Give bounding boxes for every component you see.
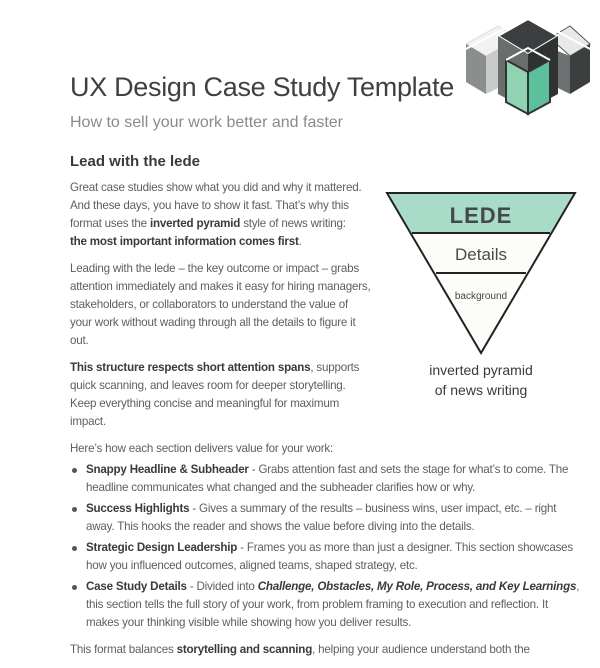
bold-text: This structure respects short attention spans	[70, 361, 311, 374]
text: This format balances	[70, 643, 177, 656]
pyramid-lede-label: LEDE	[449, 203, 513, 228]
text: style of news writing:	[240, 217, 346, 230]
text: , supports quick scanning, and leaves room for deeper storytelling. Keep everything concise and meaningful for maximum impact.	[70, 361, 360, 428]
list-item	[70, 578, 582, 632]
list-item	[70, 500, 582, 536]
pyramid-caption-line1: inverted pyramid	[429, 362, 533, 378]
bullet-title: Strategic Design Leadership	[86, 541, 238, 554]
text: , helping your audience understand both the	[312, 643, 530, 656]
bullet-title: Snappy Headline & Subheader	[86, 463, 249, 476]
isometric-cubes-logo-icon	[458, 14, 598, 126]
page-subtitle: How to sell your work better and faster	[70, 114, 344, 131]
pyramid-background-label: background	[454, 291, 508, 302]
bullet-text: - Grabs attention fast and sets the stage for what’s to come. The headline communicates what changed and the subheader clarifies how or why.	[86, 463, 569, 494]
sections-intro: Here’s how each section delivers value for your work:	[70, 442, 334, 455]
main-content	[70, 153, 582, 668]
list-item	[70, 539, 582, 575]
pyramid-background-band	[436, 273, 526, 353]
bold-text: storytelling and scanning	[176, 643, 313, 656]
text: .	[298, 235, 302, 248]
text: Great case studies show what you did and why it mattered. And these days, you have to show it fast. That’s why this format uses the	[70, 181, 362, 230]
bullet-text: - Divided into	[186, 580, 258, 593]
bold-text: inverted pyramid	[149, 217, 241, 230]
bullet-italic: Challenge, Obstacles, My Role, Process, and Key Learnings	[257, 580, 577, 593]
closing-paragraph	[70, 641, 582, 659]
page-title: UX Design Case Study Template	[70, 72, 455, 102]
section-list	[70, 461, 582, 632]
bold-text: the most important information comes first	[70, 235, 299, 248]
lede-paragraph: Leading with the lede – the key outcome or impact – grabs attention immediately and makes it easy for hiring managers, stakeholders, or collaborators to understand the value of your work without wading through all the details to figure it out.	[70, 262, 371, 347]
bullet-text: - Gives a summary of the results – business wins, user impact, etc. – right away. This hooks the reader and shows the value before diving into the details.	[86, 502, 557, 533]
section-heading: Lead with the lede	[70, 153, 201, 170]
pyramid-details-label: Details	[455, 245, 507, 264]
bullet-text: , this section tells the full story of your work, from problem framing to execution and reflection. It makes your thinking visible while showing how you deliver results.	[86, 580, 580, 629]
pyramid-caption-line2: of news writing	[434, 382, 528, 398]
inverted-pyramid-diagram	[382, 185, 582, 405]
logo	[458, 14, 598, 126]
list-item	[70, 461, 582, 497]
bullet-text: - Frames you as more than just a designer. This section showcases how you influenced outcomes, aligned teams, shaped strategy, etc.	[86, 541, 574, 572]
bullet-title: Success Highlights	[86, 502, 190, 515]
bullet-title: Case Study Details	[86, 580, 187, 593]
